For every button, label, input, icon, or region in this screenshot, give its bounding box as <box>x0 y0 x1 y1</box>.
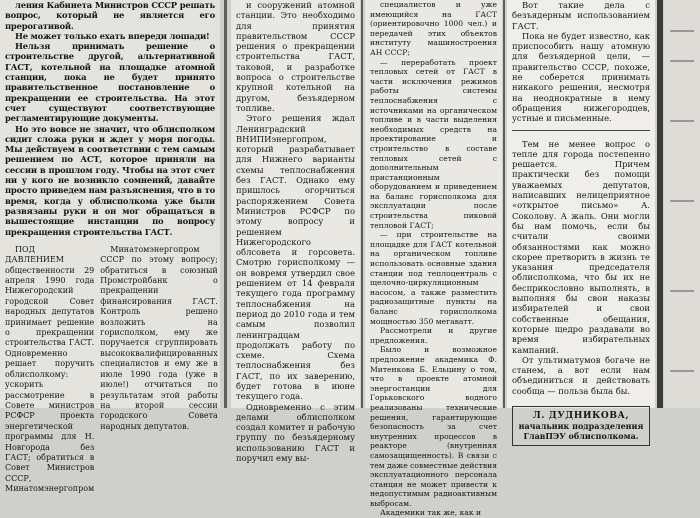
paragraph: — переработать проект тепловых сетей от ГАСТ в части исключения режимов работы системы теплоснабжения с источниками на органическом топливе и в части выделения необходимых средств на проектирование и строительство в составе тепловых сетей с дополнительным пристанционным оборудованием и приведением на баланс горисполкома для эксплуатации после строительства пиковой тепловой ГАСТ; <box>370 57 497 230</box>
paragraph: Не может только ехать впереди лошади! <box>15 30 210 41</box>
signature-name: Л. ДУДНИКОВА, <box>532 410 630 421</box>
column-1-top-text <box>5 0 215 237</box>
paragraph: — при строительстве на площадке для ГАСТ котельной на органическом топливе использовать основные здания станции под теплоцентраль с щелочно-циркуляционным насосом, а также разместить радиозащитные пункты на баланс горисполкома мощностью 350 мегаватт. <box>370 230 497 326</box>
column-3 <box>365 0 502 518</box>
paragraph: и сооружений атомной станции. Это необходимо для принятия правительством СССР решения о прекращении строительства ГАСТ, таковой, и разработке вопроса о строительстве крупной котельной на другом, безъядерном топливе. <box>236 0 355 113</box>
column-divider <box>361 0 363 408</box>
paragraph: Минатомэнергопром СССР по этому вопросу; обратиться в союзный Промстройбанк о прекращении финансирования ГАСТ. Контроль решено возложить на горисполком, ему же поручается сгруппировать высококвалифицированных специалистов и ему же в июле 1990 года (уже в июле!) отчитаться по результатам этой работы на второй сессии городского Совета народных депутатов. <box>100 244 218 431</box>
column-1-bottom-right <box>100 245 218 495</box>
paragraph: Но это вовсе не значит, что облисполком сидит сложа руки и ждет у моря погоды. Мы действуем в соответствии с тем самым решением по АСТ, которое приняли на сессии в прошлом году. Чтобы на этот счет ни у кого не возникло сомнений, давайте просто приведем нам разъяснения, что в то время, когда у облисполкома уже были развязаны руки и он мог обращаться в вышестоящие инстанции по вопросу прекращения строительства ГАСТ. <box>5 123 215 237</box>
paragraph: ления Кабинета Министров СССР решать вопрос, который не является его прерогативой. <box>5 0 215 31</box>
paragraph: Этого решения ждал Ленинградский ВНИПИэнергопром, который разрабатывает для Нижнего варианты схемы теплоснабжения без ГАСТ. Однако ему пришлось огорчиться распоряжением Совета Министров РСФСР по этому вопросу и решением Нижегородского облсовета и горсовета. Смотрю горисполкому — он вовремя утвердил свое решением от 14 февраля текущего года программу теплоснабжения на период до 2010 года и тем самым позволил ленинградцам продолжать работу по схеме. Схема теплоснабжения без ГАСТ, по их заверению, будет готова в июне текущего года. <box>236 113 355 402</box>
paragraph: Тем не менее вопрос о тепле для города постепенно решается. Причем практически без помощи уважаемых депутатов, написавших нелицеприятное «открытое письмо» А. Соколову. А жаль. Они могли бы нам помочь, если бы считали своими обязанностями как можно скорее претворить в жизнь те указания председателя облисполкома, что бы их не бесприкословно выполнять, в выполняя бы свои наказы избирателей и свои собственные обещания, которые щедро раздавали во время избирательных кампаний. <box>512 138 650 355</box>
paragraph: Академики так же, как и <box>380 508 482 518</box>
column-divider <box>224 0 227 408</box>
column-2 <box>231 0 360 464</box>
paragraph: ПОД ДАВЛЕНИЕМ общественности 29 апреля 1990 года Нижегородский городской Совет народных депутатов принимает решение о прекращении строительства ГАСТ. Одновременно решает поручить облисполкому: ускорить рассмотрение в Совете министров РСФСР проекта энергетической программы для Н. Новгорода без ГАСТ; обратиться в Совет Министров СССР, Минатомэнергопром <box>5 244 95 494</box>
paragraph: Рассмотрели и другие предложения. <box>370 326 497 345</box>
column-1-bottom-left <box>5 245 94 495</box>
paragraph: специалистов и уже имеющийся на ГАСТ (ориентировочно 1000 чел.) и передачей этих объектов институту машиностроения АН СССР; <box>370 0 497 57</box>
column-divider <box>503 0 505 408</box>
paragraph: Одновременно с этим делами облисполком создал комитет и рабочую группу по безъядерному использованию ГАСТ и поручил ему вы- <box>236 401 355 464</box>
column-1-bottom-text <box>5 244 218 495</box>
paragraph: Было и возможное предложение академика Ф. Митенкова Б. Ельцину о том, что в проекте атомной энергостанции для Горьковского водного реализованы технические решения, гарантирующие безопасность за счет внутренних процессов в реакторе (внутренняя самозащищенность). В связи с тем даже совместные действия эксплуатационного персонала станция не может привести к недопустимым радиоактивным выбросам. <box>370 345 497 508</box>
paragraph: Вот такие дела с безъядерным использованием ГАСТ. <box>512 0 650 31</box>
paragraph: Нельзя принимать решение о строительстве другой, альтернативной ГАСТ, котельной на площадке атомной станции, пока не будет принято правительственное постановление о прекращении ее строительства. На этот счет существуют соответствующие регламентирующие документы. <box>5 41 215 124</box>
paragraph: От ультиматумов богаче не станем, а вот если нам объединиться и действовать сообща — польза была бы. <box>512 354 650 396</box>
section-rule <box>512 130 650 131</box>
signature-title: начальник подразделения ГлавПЭУ облисполкома. <box>518 421 644 442</box>
paragraph: Пока не будет известно, как приспособить нашу атомную для безъядерной цели, — правительство СССР, похоже, не соберется принимать никакого решения, несмотря на неоднократные в нему обращения нижегородцев, устные и письменные. <box>512 30 650 124</box>
adjacent-page-strip <box>664 0 700 408</box>
column-1 <box>0 0 220 494</box>
column-4 <box>507 0 655 442</box>
signature-box <box>512 406 650 446</box>
column-divider <box>657 0 663 408</box>
